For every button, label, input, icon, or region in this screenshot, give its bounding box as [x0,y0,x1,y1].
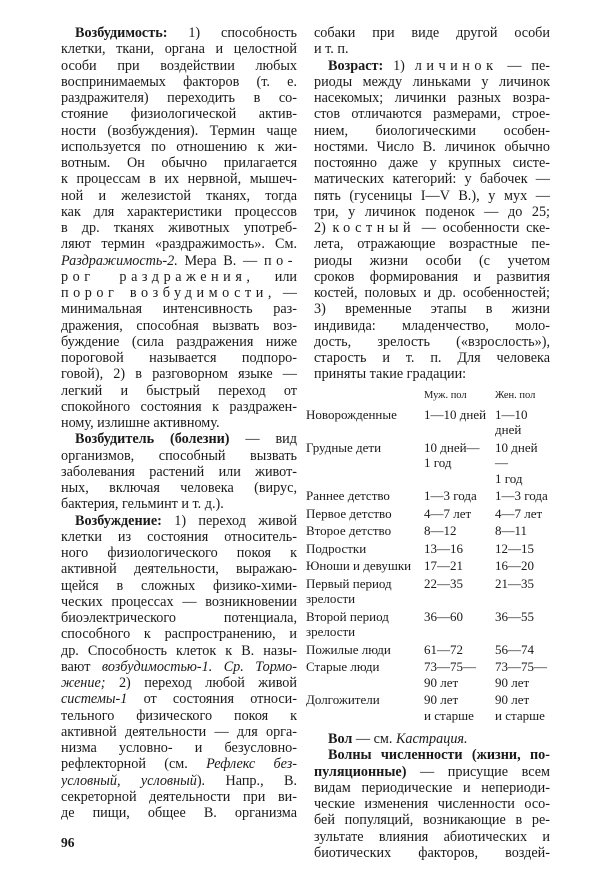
text-line [61,383,297,399]
text-segment: ному, излишне активному. [61,415,220,431]
text-segment: или [254,268,297,285]
text-segment: особи при воздействии любых [61,57,297,74]
text-segment: минимальная интенсивность раз- [61,301,297,318]
cross-reference: Рефлекс без- [206,756,297,773]
text-segment: 1) способность [167,25,297,41]
text-segment: бей популяций, возникающие в ре- [314,812,550,829]
text-segment: собаки при виде другой особи [314,25,550,41]
text-line [61,561,297,577]
spaced-term: личинок [414,57,498,74]
text-segment: др. Способность клеток к В. назы- [61,642,297,659]
text-segment: как для характеристики процессов [61,203,297,220]
text-line [61,399,297,415]
text-line [314,139,550,155]
text-segment: 2) [314,220,333,236]
text-segment: клетки, ткани, органа и целостной [61,41,297,58]
table-row [306,407,550,440]
age-gradation-table [306,389,550,726]
table-row [306,488,550,506]
table-header-male: Муж. пол [424,389,467,401]
text-line [61,578,297,594]
text-segment: говой), 2) в разговорном языке — [61,366,297,383]
table-row [306,558,550,576]
text-line [314,829,550,845]
text-segment: видам периодические и непериоди- [314,779,550,796]
text-segment: риоды между линьками у личинок [314,73,550,90]
text-line [61,594,297,610]
text-line [61,123,297,139]
text-line [61,659,297,675]
text-line [61,724,297,740]
text-line [314,188,550,204]
spaced-term: костный [332,220,416,236]
text-line [61,773,297,789]
table-row [306,642,550,660]
table-row [306,692,550,725]
female-age-range: 21—35 [495,575,534,591]
spaced-term: рог раздражения, [61,268,255,285]
right-column [314,25,550,383]
female-age-range: 1—10 дней [495,406,528,437]
text-line [61,610,297,626]
text-line [61,480,297,496]
text-segment: Мера В. — [177,252,264,269]
text-line [61,25,297,41]
female-age-range: 56—74 [495,641,534,657]
cross-reference: Кастрация. [396,731,468,747]
text-line [314,334,550,350]
text-segment: — пе- [497,57,550,74]
left-column [61,25,297,821]
spaced-term: по- [263,252,297,269]
male-age-range: 13—16 [424,540,463,556]
text-line [314,812,550,828]
text-line [314,731,550,747]
text-segment: 2) переход любой живой [105,675,297,691]
text-segment: — присущие всем [406,763,550,780]
text-line [61,253,297,269]
text-line [314,301,550,317]
male-age-range: 61—72 [424,641,463,657]
text-line [61,220,297,236]
cross-reference: жение; [61,675,106,691]
text-segment: способного к распространению, и [61,626,297,643]
text-line [314,764,550,780]
table-row [306,506,550,524]
text-line [61,366,297,382]
text-line [61,171,297,187]
cross-reference: системы-1 [61,691,128,708]
table-row [306,609,550,642]
entry-headword: пуляционные) [314,763,407,780]
right-column-wrapper [306,25,550,861]
text-segment: старость и т. п. Для человека [314,350,550,366]
text-line [314,845,550,861]
text-segment: биоэлектрического потенциала, [61,610,297,626]
age-group-label: Подростки [306,540,367,556]
text-segment: ). Напр., В. [196,772,297,789]
text-line [61,269,297,285]
text-line [61,350,297,366]
text-line [61,513,297,529]
male-age-range: 1—10 дней [424,406,487,422]
text-segment: 1) переход живой [161,512,297,529]
text-segment: приняты такие градации: [314,366,467,383]
text-line [314,74,550,90]
text-line [61,448,297,464]
female-age-range: 8—11 [495,523,528,538]
text-line [61,188,297,204]
male-age-range: 8—12 [424,523,457,538]
female-age-range: 4—7 лет [495,505,543,521]
text-line [314,269,550,285]
text-segment: пороговой называется подпоро- [61,350,297,366]
text-segment: насекомых; личинки разных возра- [314,90,550,106]
text-segment: вают [61,658,102,675]
text-segment: ческие изменения численности осо- [314,796,550,812]
female-age-range: 16—20 [495,558,534,573]
text-segment: активной деятельности, выражаю- [61,561,297,578]
text-line [61,285,297,301]
text-segment: нием, биологическими особен- [314,122,550,139]
text-segment: — [275,285,297,301]
text-segment: костей, половых и др. особенностей; [314,285,550,301]
text-line [314,318,550,334]
text-segment: стояние физиологической актив- [61,106,297,123]
text-line [314,253,550,269]
text-line [314,366,550,382]
male-age-range: 22—35 [424,575,463,591]
cross-reference: возбудимостью-1. Ср. Тормо- [101,658,297,675]
text-segment: биотических факторов, воздей- [314,844,550,861]
female-age-range: 1—3 года [495,488,548,503]
spaced-term: порог возбудимости, [61,285,276,301]
age-group-label: Раннее детство [306,488,390,503]
text-line [61,675,297,691]
table-row [306,659,550,692]
text-line [314,90,550,106]
text-line [314,58,550,74]
text-line [61,708,297,724]
text-segment: ляют термин «раздражимость». См. [61,236,297,253]
text-segment: в др. тканях животных употреб- [61,220,297,236]
table-header-female: Жен. пол [495,389,536,401]
text-segment: индивида: младенчество, моло- [314,317,550,334]
text-segment: спокойного состояния к раздражен- [61,398,297,415]
text-line [314,796,550,812]
text-line [314,780,550,796]
male-age-range: 90 лет и старше [424,692,474,723]
text-line [61,496,297,512]
text-line [314,204,550,220]
text-line [314,106,550,122]
text-line [61,789,297,805]
text-segment: тельного физического покоя к [61,707,297,724]
table-header-label [306,389,424,407]
text-segment: и т. п. [314,41,349,58]
entry-headword: Возраст: [328,57,384,74]
male-age-range: 73—75— 90 лет [424,659,476,690]
table-row [306,541,550,559]
text-line [61,204,297,220]
text-segment: матических категорий: у бабочек — [314,171,550,188]
text-segment: ностями. Число В. личинок обычно [314,138,550,155]
text-line [61,74,297,90]
text-segment: ности (возбуждения). Термин чаще [61,122,297,139]
table-row [306,523,550,541]
text-segment: стов отличаются размерами, строе- [314,106,550,123]
age-group-label: Второй период зрелости [306,608,389,639]
text-line [61,740,297,756]
text-segment: легкий и быстрый переход от [61,382,297,399]
entry-headword: Возбудимость: [75,25,168,41]
text-segment: буждение (сила раздражения ниже [61,333,297,350]
text-line [314,747,550,763]
text-line [61,41,297,57]
cross-reference: Раздражимость-2. [61,252,178,269]
text-line [314,155,550,171]
age-group-label: Первый период зрелости [306,575,392,606]
text-segment: щейся в сложных физико-хими- [61,577,297,594]
text-line [61,58,297,74]
text-line [61,139,297,155]
text-line [61,318,297,334]
age-group-label: Долгожители [306,692,380,707]
text-segment: бактерия, гельминт и т. д.). [61,496,224,513]
text-line [61,106,297,122]
text-segment: рефлекторной (см. [61,756,207,773]
text-line [314,123,550,139]
age-group-label: Грудные дети [306,439,382,455]
text-line [61,756,297,772]
text-segment: организмов, способный вызвать [61,447,297,464]
male-age-range: 4—7 лет [424,505,472,521]
text-segment: воспринимаемых факторов (т. е. [61,73,297,90]
text-segment: — особенности ске- [415,220,550,236]
text-segment: раздражителя) переходить в со- [61,90,297,106]
age-group-label: Новорожденные [306,406,397,422]
text-line [314,25,550,41]
table-header-row [306,389,550,407]
entry-headword: Волны численности (жизни, по- [328,747,550,764]
entry-headword: Вол [328,731,353,747]
text-line [61,415,297,431]
text-segment: 3) временные этапы в жизни [314,301,550,318]
text-segment: — вид [229,431,297,448]
text-segment: ного физиологического покоя к [61,545,297,561]
age-group-label: Старые люди [306,659,380,674]
text-segment: три, у личинок поденок — до 25; [314,203,550,220]
cross-reference: условный, условный [61,772,197,789]
age-group-label: Первое детство [306,505,392,521]
text-segment: активной деятельности — для орга- [61,723,297,740]
page-number: 96 [61,835,75,850]
text-segment: дражения, способная вызвать воз- [61,317,297,334]
text-line [61,805,297,821]
text-segment: низма условно- и безусловно- [61,740,297,756]
entry-headword: Возбуждение: [75,512,162,529]
text-segment: секреторной деятельности при ви- [61,788,297,805]
text-segment: — см. [352,731,396,747]
female-age-range: 12—15 [495,540,534,556]
text-line [61,90,297,106]
text-segment: 1) [383,57,415,74]
text-segment: де пищи, общее В. организма [61,805,297,821]
text-line [61,643,297,659]
male-age-range: 17—21 [424,558,463,573]
text-segment: ной и железистой тканях, тогда [61,187,297,204]
female-age-range: 10 дней— 1 год [495,439,538,486]
text-segment: используется по отношению к жи- [61,138,297,155]
right-column-continued [314,731,550,861]
text-line [61,529,297,545]
text-segment: от состояния относи- [127,691,297,708]
male-age-range: 1—3 года [424,488,477,503]
text-line [61,236,297,252]
text-segment: заболевания растений или живот- [61,463,297,480]
male-age-range: 10 дней— 1 год [424,439,480,470]
text-segment: лета, отражающие возрастные пе- [314,236,550,253]
text-line [314,41,550,57]
female-age-range: 36—55 [495,608,534,624]
text-segment: риоды жизни особи (с учетом [314,252,550,269]
age-group-label: Юноши и девушки [306,558,412,573]
text-line [61,301,297,317]
text-line [61,691,297,707]
text-segment: зультате влияния абиотических и [314,828,550,845]
female-age-range: 73—75— 90 лет [495,659,547,690]
text-segment: вотным. Он обычно прилагается [61,155,297,171]
text-line [314,350,550,366]
text-segment: к процессам в их нервной, мышеч- [61,171,297,188]
text-line [61,334,297,350]
text-segment: ческих процессах — возникновении [61,593,297,610]
entry-headword: Возбудитель (болезни) [75,431,230,448]
text-segment: ных, включая человека (вирус, [61,480,297,496]
age-group-label: Пожилые люди [306,641,391,657]
text-line [314,220,550,236]
text-segment: сроков формирования и развития [314,268,550,285]
text-line [314,171,550,187]
age-group-label: Второе детство [306,523,392,538]
text-line [314,285,550,301]
text-segment: клетки из состояния относитель- [61,528,297,545]
text-line [314,236,550,252]
text-line [61,626,297,642]
male-age-range: 36—60 [424,608,463,624]
text-segment: пять (гусеницы I—V В.), у мух — [314,187,550,204]
text-line [61,545,297,561]
text-line [61,431,297,447]
text-segment: дость, зрелость («взрослость»), [314,333,550,350]
table-row [306,576,550,609]
text-line [61,464,297,480]
table-row [306,440,550,489]
female-age-range: 90 лет и старше [495,692,545,723]
text-segment: постоянно даже у крупных систе- [314,155,550,171]
text-line [61,155,297,171]
